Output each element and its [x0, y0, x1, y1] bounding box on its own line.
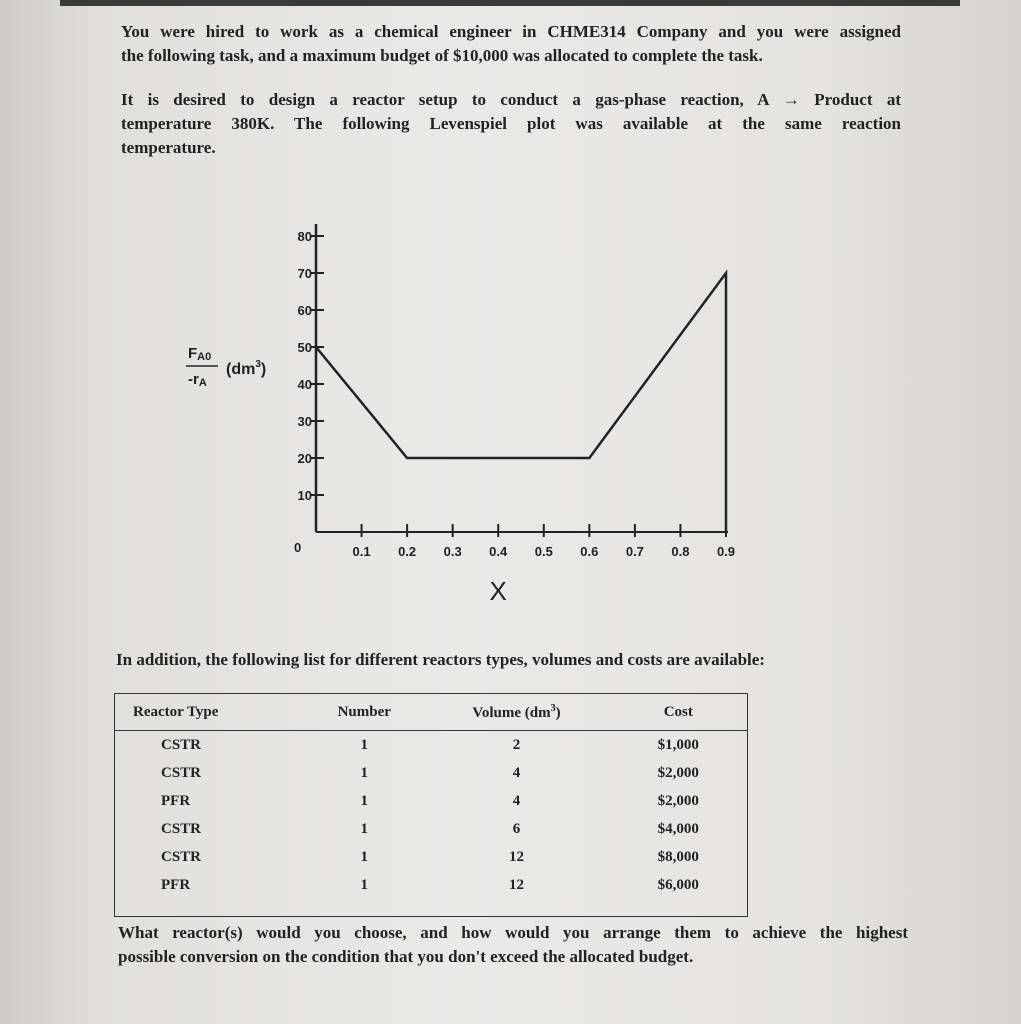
row-number: 1 — [360, 792, 368, 809]
table-row — [115, 787, 747, 815]
row-cost: $8,000 — [657, 848, 699, 865]
addition-text: In addition, the following list for different reactors types, volumes and costs are available: — [116, 650, 765, 669]
y-tick-label: 50 — [297, 340, 312, 355]
x-tick-label: 0.5 — [534, 544, 553, 559]
row-number: 1 — [360, 764, 368, 781]
y-tick-label: 10 — [297, 488, 312, 503]
x-axis-label: X — [489, 576, 507, 606]
row-reactor-type: CSTR — [161, 848, 202, 865]
x-tick-label: 0.9 — [716, 544, 736, 559]
row-number: 1 — [360, 820, 368, 837]
row-reactor-type: PFR — [161, 876, 191, 893]
row-volume: 2 — [512, 736, 521, 753]
x-tick-label: 0.2 — [398, 544, 417, 559]
row-reactor-type: CSTR — [161, 820, 202, 837]
header-cost: Cost — [610, 694, 747, 731]
header-number: Number — [305, 694, 423, 731]
row-volume: 12 — [508, 876, 524, 893]
task-paragraph — [121, 88, 901, 160]
question-line-1: What reactor(s) would you choose, and how would you arrange them to achieve the highest — [118, 923, 908, 942]
x-axis-ticks — [353, 524, 736, 559]
y-axis-ticks — [298, 229, 324, 503]
y-tick-label: 30 — [297, 414, 312, 429]
row-cost: $1,000 — [657, 736, 699, 753]
y-label-unit: $(dm^3)$ — [226, 359, 267, 378]
table-row — [115, 815, 747, 843]
row-reactor-type: CSTR — [161, 764, 202, 781]
y-tick-label: 70 — [297, 266, 312, 281]
row-cost: $6,000 — [657, 876, 699, 893]
y-tick-label: 60 — [297, 303, 312, 318]
row-volume: 6 — [512, 820, 521, 837]
y-axis-label — [186, 345, 266, 389]
levenspiel-plot — [170, 200, 736, 620]
x-tick-label: 0.1 — [352, 544, 371, 559]
row-reactor-type: CSTR — [161, 736, 202, 753]
task-line-2: temperature 380K. The following Levenspiel plot was available at the same reaction — [121, 114, 901, 133]
row-number: 1 — [360, 848, 368, 865]
y-tick-label: 40 — [297, 377, 312, 392]
intro-paragraph — [121, 20, 901, 68]
x-tick-label: 0.3 — [443, 544, 462, 559]
row-volume: 4 — [512, 764, 521, 781]
levenspiel-curve — [316, 273, 726, 532]
intro-line-1: You were hired to work as a chemical engineer in CHME314 Company and you were assigned — [121, 22, 901, 41]
x-tick-label: 0.6 — [580, 544, 599, 559]
row-volume: 12 — [508, 848, 524, 865]
top-edge-bar — [60, 0, 960, 6]
row-cost: $2,000 — [657, 764, 699, 781]
row-number: 1 — [360, 876, 368, 893]
reactor-table — [114, 693, 748, 917]
row-number: 1 — [360, 736, 368, 753]
question-line-2: possible conversion on the condition that you don't exceed the allocated budget. — [118, 947, 694, 966]
question-paragraph — [118, 921, 908, 969]
row-volume: 4 — [512, 792, 521, 809]
y-tick-label: 20 — [297, 451, 312, 466]
row-cost: $4,000 — [657, 820, 699, 837]
y-tick-label: 80 — [297, 229, 312, 244]
x-tick-label: 0.8 — [671, 544, 690, 559]
intro-line-2: the following task, and a maximum budget of $10,000 was allocated to complete the task. — [121, 46, 763, 65]
table-header-row — [115, 694, 747, 731]
header-reactor-type: Reactor Type — [115, 694, 305, 731]
task-line-1: It is desired to design a reactor setup to conduct a gas-phase reaction, A → Product at — [121, 90, 901, 109]
y-label-numerator: FA0 — [188, 345, 212, 363]
header-volume: Volume $(dm^3)$ — [423, 694, 609, 731]
origin-label: 0 — [294, 540, 302, 555]
y-label-denominator: -rA — [188, 371, 207, 389]
row-cost: $2,000 — [657, 792, 699, 809]
table-row — [115, 843, 747, 871]
x-tick-label: 0.7 — [625, 544, 644, 559]
table-row — [115, 759, 747, 787]
table-row — [115, 731, 747, 760]
x-tick-label: 0.4 — [489, 544, 508, 559]
task-line-3: temperature. — [121, 138, 216, 157]
row-reactor-type: PFR — [161, 792, 191, 809]
table-row — [115, 871, 747, 899]
